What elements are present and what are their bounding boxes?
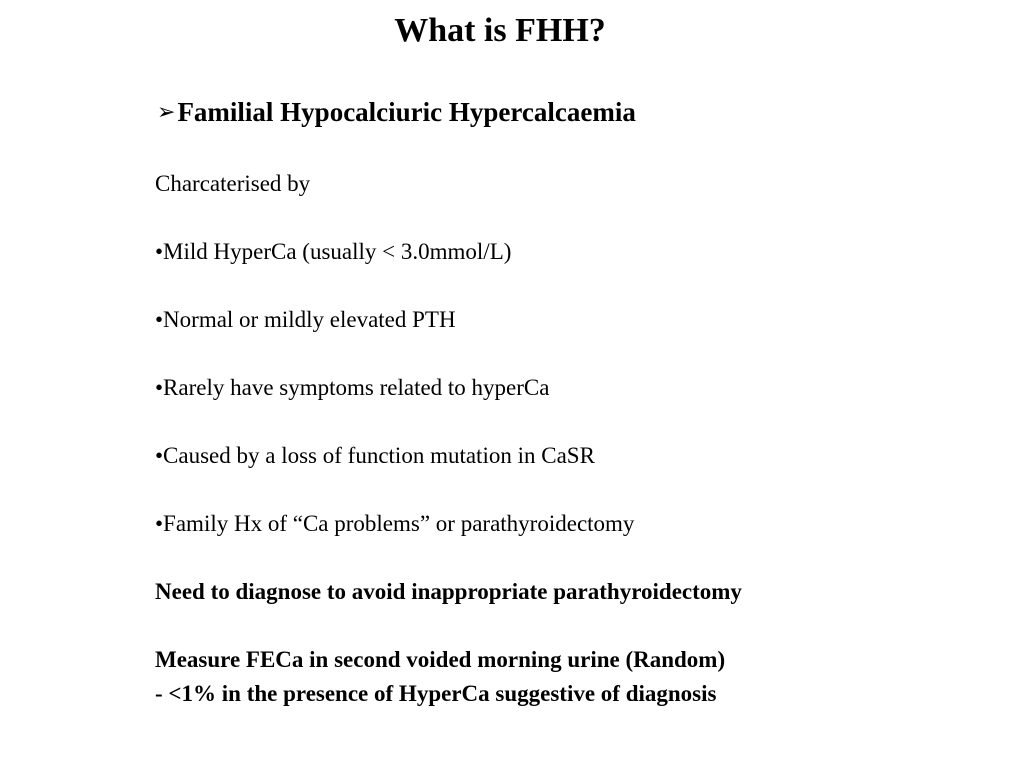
spacer <box>155 609 1005 643</box>
measure-detail-text: - <1% in the presence of HyperCa suggestive of diagnosis <box>155 681 717 706</box>
spacer <box>155 269 1005 303</box>
section-heading-text: Familial Hypocalciuric Hypercalcaemia <box>177 97 636 127</box>
measure-text: Measure FECa in second voided morning urine (Random) <box>155 647 726 672</box>
spacer <box>155 133 1005 167</box>
bullet-item: •Caused by a loss of function mutation in CaSR <box>155 443 595 468</box>
bullet-item: •Rarely have symptoms related to hyperCa <box>155 375 550 400</box>
spacer <box>155 201 1005 235</box>
slide-body <box>155 92 1005 711</box>
spacer <box>155 473 1005 507</box>
spacer <box>155 405 1005 439</box>
spacer <box>155 541 1005 575</box>
spacer <box>155 337 1005 371</box>
bullet-item: •Family Hx of “Ca problems” or parathyroidectomy <box>155 511 635 536</box>
emphasis-text: Need to diagnose to avoid inappropriate parathyroidectomy <box>155 579 742 604</box>
bullet-item: •Normal or mildly elevated PTH <box>155 307 456 332</box>
arrow-bullet-icon: ➢ <box>157 100 176 125</box>
slide-title: What is FHH? <box>394 12 606 49</box>
section-heading <box>157 92 1005 133</box>
intro-text: Charcaterised by <box>155 171 311 196</box>
bullet-item: •Mild HyperCa (usually < 3.0mmol/L) <box>155 239 512 264</box>
